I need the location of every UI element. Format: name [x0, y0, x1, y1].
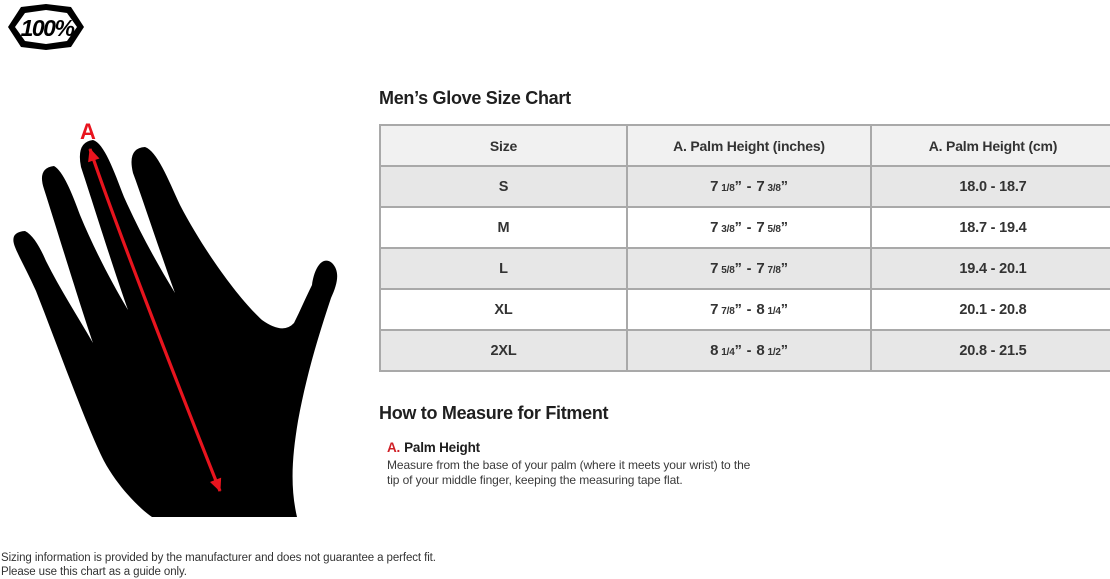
- inches-fraction: 5/8: [721, 265, 735, 276]
- inch-mark: ”: [780, 220, 788, 236]
- range-dash: -: [746, 261, 752, 277]
- inch-mark: ”: [780, 179, 788, 195]
- inches-fraction: 7/8: [767, 265, 781, 276]
- hand-diagram: [0, 85, 345, 520]
- cm-cell: 18.0 - 18.7: [871, 166, 1110, 207]
- size-chart-title: Men’s Glove Size Chart: [379, 88, 571, 108]
- range-dash: -: [746, 179, 752, 195]
- description-line: tip of your middle finger, keeping the measuring tape flat.: [387, 473, 683, 487]
- inch-mark: ”: [734, 261, 742, 277]
- inch-mark: ”: [734, 220, 742, 236]
- inches-cell: [627, 207, 871, 248]
- table-row: [380, 330, 1110, 371]
- disclaimer-line: Sizing information is provided by the manufacturer and does not guarantee a perfect fit.: [1, 552, 436, 564]
- range-dash: -: [746, 302, 752, 318]
- measure-item-palm-height: [387, 440, 480, 455]
- measure-item-title: Palm Height: [404, 440, 480, 455]
- inch-mark: ”: [780, 302, 788, 318]
- inches-cell: [627, 166, 871, 207]
- size-cell: L: [380, 248, 627, 289]
- inches-fraction: 3/8: [721, 224, 735, 235]
- description-line: Measure from the base of your palm (where it meets your wrist) to the: [387, 458, 751, 472]
- header-palm-height-cm: A. Palm Height (cm): [871, 125, 1110, 166]
- size-table: [379, 124, 1110, 372]
- sizing-disclaimer: [1, 551, 436, 579]
- inch-mark: ”: [734, 179, 742, 195]
- inches-value: 7: [710, 260, 719, 277]
- table-row: [380, 166, 1110, 207]
- inches-value: 8: [756, 301, 765, 318]
- inches-value: 7: [756, 219, 765, 236]
- table-row: [380, 248, 1110, 289]
- inches-fraction: 1/2: [767, 347, 781, 358]
- cm-cell: 18.7 - 19.4: [871, 207, 1110, 248]
- size-cell: M: [380, 207, 627, 248]
- range-dash: -: [746, 220, 752, 236]
- inches-fraction: 1/4: [767, 306, 781, 317]
- table-header-row: [380, 125, 1110, 166]
- disclaimer-line: Please use this chart as a guide only.: [1, 566, 187, 578]
- size-cell: XL: [380, 289, 627, 330]
- how-to-measure-title: How to Measure for Fitment: [379, 403, 609, 423]
- inches-value: 7: [710, 219, 719, 236]
- header-palm-height-inches: A. Palm Height (inches): [627, 125, 871, 166]
- logo-text: 100%: [20, 15, 74, 41]
- inches-value: 7: [710, 301, 719, 318]
- cm-cell: 20.1 - 20.8: [871, 289, 1110, 330]
- inches-fraction: 5/8: [767, 224, 781, 235]
- measure-item-letter: A.: [387, 440, 401, 455]
- inches-value: 8: [710, 342, 719, 359]
- inches-cell: [627, 289, 871, 330]
- inch-mark: ”: [734, 343, 742, 359]
- inches-value: 7: [756, 178, 765, 195]
- inches-fraction: 1/8: [721, 183, 735, 194]
- cm-cell: 19.4 - 20.1: [871, 248, 1110, 289]
- hand-silhouette: [13, 140, 337, 517]
- table-row: [380, 289, 1110, 330]
- header-size: Size: [380, 125, 627, 166]
- inches-value: 8: [756, 342, 765, 359]
- size-cell: 2XL: [380, 330, 627, 371]
- size-chart-panel: [379, 0, 1110, 578]
- inches-fraction: 1/4: [721, 347, 735, 358]
- inch-mark: ”: [780, 261, 788, 277]
- measurement-point-label: A: [80, 119, 96, 144]
- inch-mark: ”: [734, 302, 742, 318]
- inches-value: 7: [756, 260, 765, 277]
- brand-logo: [8, 4, 84, 50]
- range-dash: -: [746, 343, 752, 359]
- table-row: [380, 207, 1110, 248]
- cm-cell: 20.8 - 21.5: [871, 330, 1110, 371]
- inches-fraction: 7/8: [721, 306, 735, 317]
- inch-mark: ”: [780, 343, 788, 359]
- inches-value: 7: [710, 178, 719, 195]
- inches-cell: [627, 330, 871, 371]
- inches-fraction: 3/8: [767, 183, 781, 194]
- inches-cell: [627, 248, 871, 289]
- size-cell: S: [380, 166, 627, 207]
- measure-item-description: [387, 458, 750, 488]
